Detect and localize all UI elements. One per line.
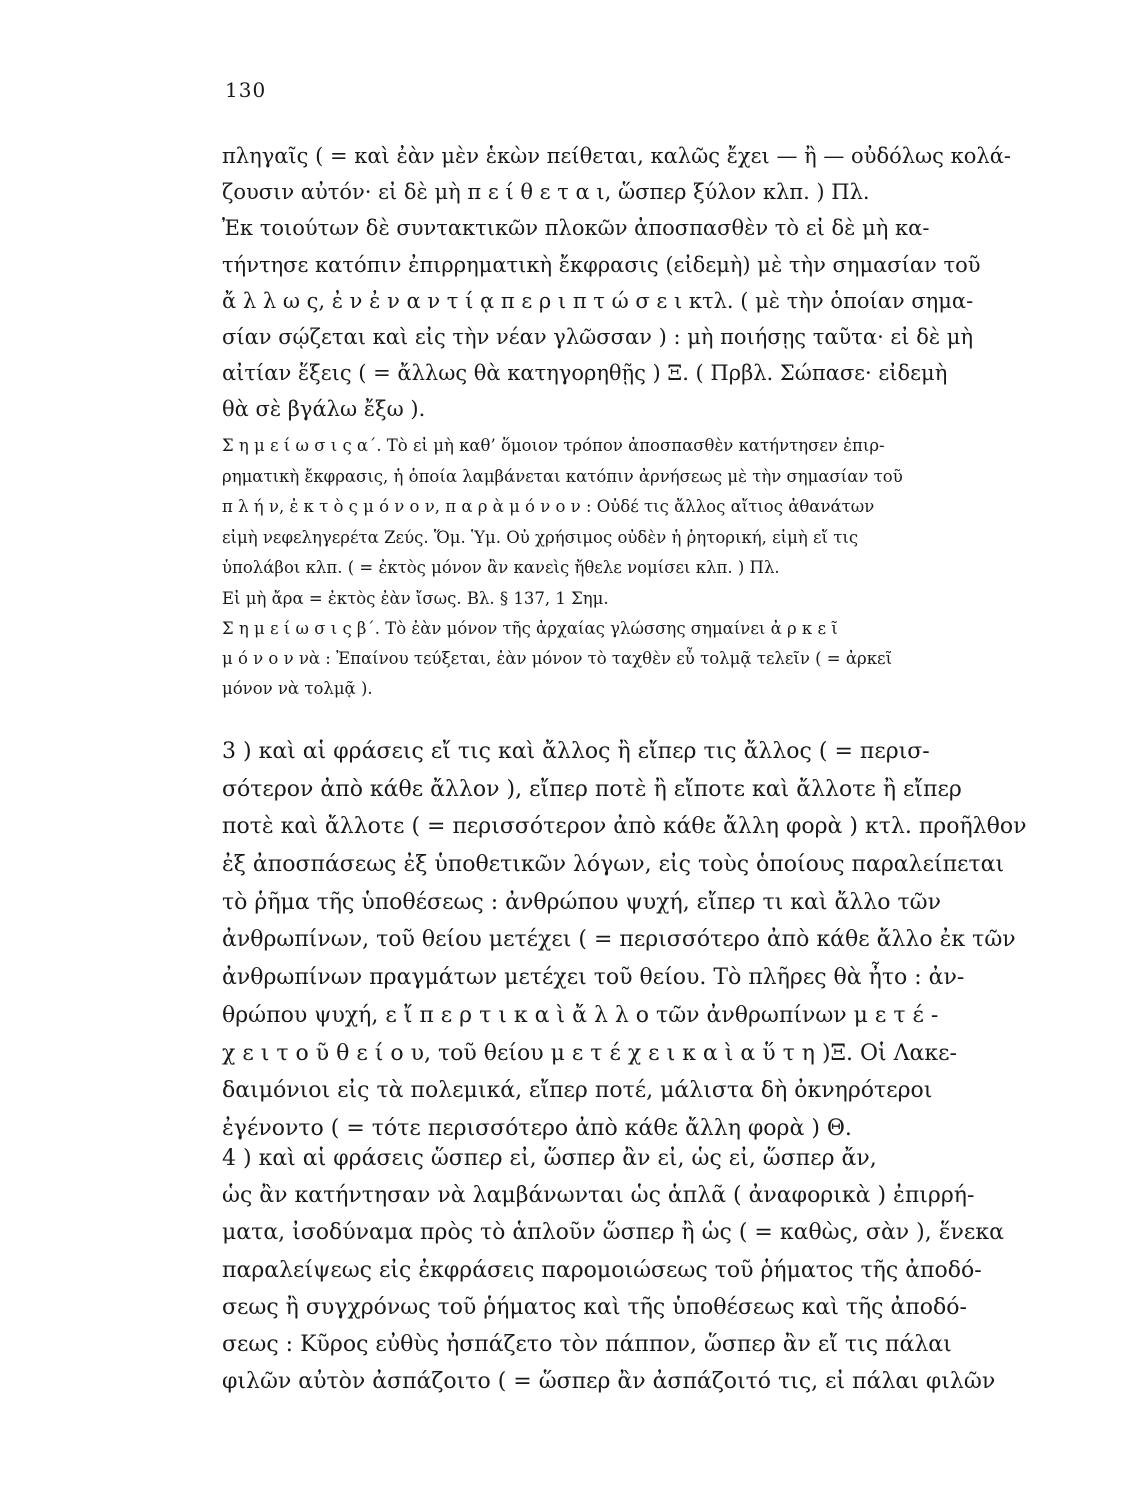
text-line: ἀνθρωπίνων, τοῦ θείου μετέχει ( = περισσότερο ἀπὸ κάθε ἄλλο ἐκ τῶν [222,927,1016,953]
text-line: θρώπου ψυχή, ε ἴ π ε ρ τ ι κ α ὶ ἄ λ λ ο τῶν ἀνθρωπίνων μ ε τ έ - [222,1002,939,1028]
text-line: Εἰ μὴ ἄρα = ἐκτὸς ἐὰν ἴσως. Βλ. § 137, 1 Σημ. [222,588,609,608]
text-line: μ ό ν ο ν νὰ : Ἐπαίνου τεύξεται, ἐὰν μόνον τὸ ταχθὲν εὖ τολμᾷ τελεῖν ( = ἀρκεῖ [222,649,893,668]
text-line: ζουσιν αὐτόν· εἰ δὲ μὴ π ε ί θ ε τ α ι, ὥσπερ ξύλον κλπ. ) Πλ. [222,180,870,205]
text-line: σεως ἢ συγχρόνως τοῦ ῥήματος καὶ τῆς ὑποθέσεως καὶ τῆς ἀποδό- [222,1294,967,1320]
text-line: 3 ) καὶ αἱ φράσεις εἴ τις καὶ ἄλλος ἢ εἴπερ τις ἄλλος ( = περισ- [222,739,930,764]
text-line: δαιμόνιοι εἰς τὰ πολεμικά, εἴπερ ποτέ, μάλιστα δὴ ὀκνηρότεροι [222,1078,933,1104]
text-line: σότερον ἀπὸ κάθε ἄλλον ), εἴπερ ποτὲ ἢ εἴποτε καὶ ἄλλοτε ἢ εἴπερ [222,776,962,802]
text-line: Ἐκ τοιούτων δὲ συντακτικῶν πλοκῶν ἀποσπασθὲν τὸ εἰ δὲ μὴ κα- [222,216,930,241]
note-2 [222,614,1064,704]
note-1 [222,431,1064,614]
paragraph-4 [222,1140,1064,1400]
text-line: θὰ σὲ βγάλω ἔξω ). [222,397,426,422]
text-line: χ ε ι τ ο ῦ θ ε ί ο υ, τοῦ θείου μ ε τ έ χ ε ι κ α ὶ α ὕ τ η )Ξ. Οἱ Λακε- [222,1040,957,1066]
text-line: ματα, ἰσοδύναμα πρὸς τὸ ἁπλοῦν ὥσπερ ἢ ὡς ( = καθὼς, σὰν ), ἕνεκα [222,1220,1004,1246]
page-number: 130 [225,78,267,102]
text-line: ἐγένοντο ( = τότε περισσότερο ἀπὸ κάθε ἄλλη φορὰ ) Θ. [222,1115,852,1141]
text-line: αἰτίαν ἕξεις ( = ἄλλως θὰ κατηγορηθῇς ) Ξ. ( Πρβλ. Σώπασε· εἰδεμὴ [222,361,948,386]
text-line: φιλῶν αὐτὸν ἀσπάζοιτο ( = ὥσπερ ἂν ἀσπάζοιτό τις, εἰ πάλαι φιλῶν [222,1369,996,1395]
text-line: παραλείψεως εἰς ἐκφράσεις παρομοιώσεως τοῦ ῥήματος τῆς ἀποδό- [222,1257,982,1283]
text-line: ρηματικὴ ἔκφρασις, ἡ ὁποία λαμβάνεται κατόπιν ἀρνήσεως μὲ τὴν σημασίαν τοῦ [222,466,903,486]
paragraph-1 [222,138,1064,428]
text-line: ἐξ ἀποσπάσεως ἐξ ὑποθετικῶν λόγων, εἰς τοὺς ὁποίους παραλείπεται [222,852,1005,878]
text-line: ἄ λ λ ω ς, ἐ ν ἐ ν α ν τ ί ᾳ π ε ρ ι π τ ώ σ ε ι κτλ. ( μὲ τὴν ὁποίαν σημα- [222,288,974,313]
text-line: πληγαῖς ( = καὶ ἐὰν μὲν ἑκὼν πείθεται, καλῶς ἔχει — ἢ — οὐδόλως κολά- [222,144,1011,168]
text-line: Σ η μ ε ί ω σ ι ς α΄. Τὸ εἰ μὴ καθ’ ὅμοιον τρόπον ἀποσπασθὲν κατήντησεν ἐπιρ- [222,436,885,455]
text-line: Σ η μ ε ί ω σ ι ς β΄. Τὸ ἐὰν μόνον τῆς ἀρχαίας γλώσσης σημαίνει ἀ ρ κ ε ῖ [222,619,838,638]
text-line: ἀνθρωπίνων πραγμάτων μετέχει τοῦ θείου. Τὸ πλῆρες θὰ ἦτο : ἀν- [222,965,965,991]
text-line: ὡς ἂν κατήντησαν νὰ λαμβάνωνται ὡς ἁπλᾶ ( ἀναφορικὰ ) ἐπιρρή- [222,1183,975,1209]
text-line: σίαν σῴζεται καὶ εἰς τὴν νέαν γλῶσσαν ) : μὴ ποιήσῃς ταῦτα· εἰ δὲ μὴ [222,324,974,349]
text-line: π λ ή ν, ἐ κ τ ὸ ς μ ό ν ο ν, π α ρ ὰ μ ό ν ο ν : Οὐδέ τις ἄλλος αἴτιος ἀθανάτων [222,497,875,516]
text-line: τήντησε κατόπιν ἐπιρρηματικὴ ἔκφρασις (εἰδεμὴ) μὲ τὴν σημασίαν τοῦ [222,252,981,277]
text-line: ὑπολάβοι κλπ. ( = ἐκτὸς μόνον ἂν κανεὶς ἤθελε νομίσει κλπ. ) Πλ. [222,558,780,577]
text-line: ποτὲ καὶ ἄλλοτε ( = περισσότερον ἀπὸ κάθε ἄλλη φορὰ ) κτλ. προῆλθον [222,814,1027,840]
text-line: σεως : Κῦρος εὐθὺς ἠσπάζετο τὸν πάππον, ὥσπερ ἂν εἴ τις πάλαι [222,1331,952,1357]
text-line: 4 ) καὶ αἱ φράσεις ὥσπερ εἰ, ὥσπερ ἂν εἰ, ὡς εἰ, ὥσπερ ἄν, [222,1146,877,1171]
paragraph-3 [222,733,1064,1148]
text-line: τὸ ῥῆμα τῆς ὑποθέσεως : ἀνθρώπου ψυχή, εἴπερ τι καὶ ἄλλο τῶν [222,889,941,915]
text-line: εἰμὴ νεφεληγερέτα Ζεύς. Ὅμ. Ὑμ. Οὐ χρήσιμος οὐδὲν ἡ ῥητορική, εἰμὴ εἴ τις [222,527,859,547]
text-line: μόνον νὰ τολμᾷ ). [222,679,373,698]
